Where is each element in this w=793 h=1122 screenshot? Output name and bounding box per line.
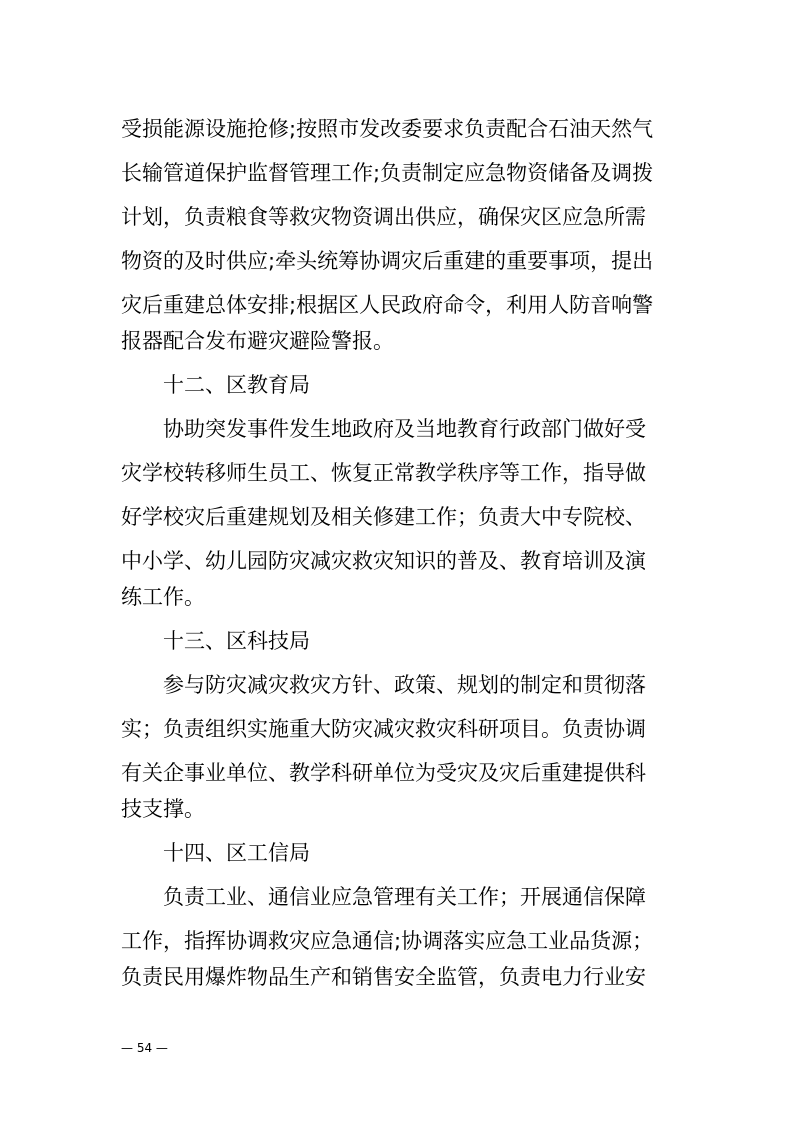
section-heading-education: 十二、区教育局 — [163, 373, 310, 397]
section-heading-science: 十三、区科技局 — [163, 629, 310, 653]
text-line: 灾后重建总体安排;根据区人民政府命令，利用人防音响警 — [121, 293, 654, 317]
text-line: 报器配合发布避灾避险警报。 — [121, 329, 394, 353]
text-line: 参与防灾减灾救灾方针、政策、规划的制定和贯彻落 — [163, 673, 646, 697]
text-line: 计划，负责粮食等救灾物资调出供应，确保灾区应急所需 — [121, 205, 646, 229]
text-line: 协助突发事件发生地政府及当地教育行政部门做好受 — [163, 417, 646, 441]
text-line: 有关企事业单位、教学科研单位为受灾及灾后重建提供科 — [121, 761, 646, 785]
text-line: 灾学校转移师生员工、恢复正常教学秩序等工作，指导做 — [121, 461, 646, 485]
text-line: 负责民用爆炸物品生产和销售安全监管，负责电力行业安 — [121, 965, 646, 989]
text-line: 中小学、幼儿园防灾减灾救灾知识的普及、教育培训及演 — [121, 549, 646, 573]
text-line: 负责工业、通信业应急管理有关工作；开展通信保障 — [163, 885, 646, 909]
text-line: 工作，指挥协调救灾应急通信;协调落实应急工业品货源； — [121, 929, 654, 953]
text-line: 实；负责组织实施重大防灾减灾救灾科研项目。负责协调 — [121, 717, 646, 741]
page-number: — 54 — — [121, 1041, 168, 1055]
text-line: 物资的及时供应;牵头统筹协调灾后重建的重要事项，提出 — [121, 249, 654, 273]
text-line: 受损能源设施抢修;按照市发改委要求负责配合石油天然气 — [121, 117, 654, 141]
text-line: 技支撑。 — [121, 797, 205, 821]
section-heading-industry: 十四、区工信局 — [163, 841, 310, 865]
text-line: 长输管道保护监督管理工作;负责制定应急物资储备及调拨 — [121, 161, 654, 185]
text-line: 练工作。 — [121, 585, 205, 609]
text-line: 好学校灾后重建规划及相关修建工作；负责大中专院校、 — [121, 505, 646, 529]
